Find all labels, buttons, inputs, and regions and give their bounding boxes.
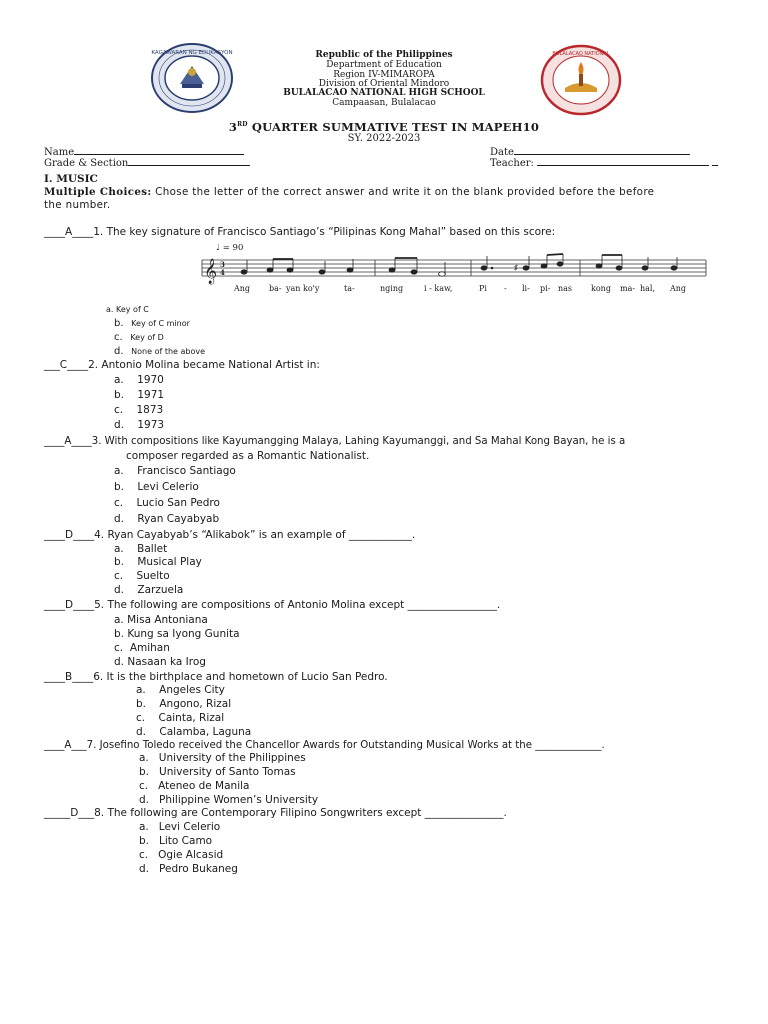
lyric-syllable: yan ko'y: [286, 284, 320, 293]
option-5c: c. Amihan: [114, 642, 170, 654]
question-1: ____A____1. The key signature of Francisco Santiago’s “Pilipinas Kong Mahal” based on this score:: [44, 226, 556, 238]
option-2a: a. 1970: [114, 374, 164, 386]
school-address: Campaasan, Bulalacao: [332, 98, 436, 108]
option-1a: a. Key of C: [106, 305, 149, 314]
option-2d: d. 1973: [114, 419, 165, 431]
option-7c: c. Ateneo de Manila: [139, 780, 250, 792]
option-7d: d. Philippine Women’s University: [139, 794, 319, 806]
school-name: BULALACAO NATIONAL HIGH SCHOOL: [283, 88, 485, 98]
svg-text:KAGAWARAN NG EDUKASYON: KAGAWARAN NG EDUKASYON: [151, 50, 233, 56]
svg-text:4: 4: [220, 268, 225, 277]
teacher-field[interactable]: Teacher:: [490, 155, 718, 169]
region-text: Region IV-MIMAROPA: [333, 70, 435, 80]
svg-text:𝄞: 𝄞: [204, 259, 218, 284]
option-4a: a. Ballet: [114, 543, 168, 555]
test-title: 3RD QUARTER SUMMATIVE TEST IN MAPEH10: [228, 120, 540, 134]
svg-text:3: 3: [220, 260, 225, 269]
option-1d: d. None of the above: [114, 346, 206, 357]
option-1b: b. Key of C minor: [114, 318, 190, 329]
question-2: ___C____2. Antonio Molina became National Artist in:: [44, 359, 320, 371]
lyric-syllable: ma-: [620, 284, 636, 293]
option-3a: a. Francisco Santiago: [114, 465, 236, 477]
option-3c: c. Lucio San Pedro: [114, 497, 220, 509]
option-4c: c. Suelto: [114, 570, 170, 582]
lyric-syllable: Ang: [670, 284, 687, 293]
question-4: ____D____4. Ryan Cayabyab’s “Alikabok” is an example of ____________.: [44, 529, 416, 541]
name-field[interactable]: Name: [44, 144, 244, 158]
lyric-syllable: ba-: [269, 284, 282, 293]
lyric-syllable: i - kaw,: [424, 284, 453, 293]
instructions: Multiple Choices: Chose the letter of the correct answer and write it on the blank provided before the before the number.: [44, 186, 655, 211]
answer-blank-1[interactable]: A: [65, 226, 73, 238]
svg-text:BULALACAO NATIONAL: BULALACAO NATIONAL: [552, 51, 610, 57]
option-5b: b. Kung sa Iyong Gunita: [114, 628, 240, 640]
option-7a: a. University of the Philippines: [139, 752, 306, 764]
question-5: ____D____5. The following are compositions of Antonio Molina except _________________.: [44, 599, 501, 611]
option-1c: c. Key of D: [114, 332, 164, 343]
option-6a: a. Angeles City: [136, 684, 225, 696]
lyric-syllable: Pi: [479, 284, 487, 293]
svg-text:♯: ♯: [514, 263, 518, 272]
lyric-syllable: Ang: [234, 284, 251, 293]
option-6b: b. Angono, Rizal: [136, 698, 232, 710]
option-2b: b. 1971: [114, 389, 165, 401]
tempo-marking: ♩ = 90: [216, 243, 244, 253]
option-8d: d. Pedro Bukaneg: [139, 863, 238, 875]
lyric-syllable: -: [504, 284, 507, 293]
option-2c: c. 1873: [114, 404, 164, 416]
division-text: Division of Oriental Mindoro: [318, 79, 450, 89]
option-4b: b. Musical Play: [114, 556, 202, 568]
lyric-syllable: hal,: [640, 284, 656, 293]
option-6c: c. Cainta, Rizal: [136, 712, 225, 724]
lyric-syllable: nas: [558, 284, 573, 293]
question-7: ____A___7. Josefino Toledo received the Chancellor Awards for Outstanding Musical Works at the _____________.: [44, 740, 605, 751]
lyric-syllable: pi-: [540, 284, 551, 293]
school-year: SY. 2022-2023: [347, 133, 421, 144]
option-7b: b. University of Santo Tomas: [139, 766, 296, 778]
republic-text: Republic of the Philippines: [315, 50, 453, 60]
option-8c: c. Ogie Alcasid: [139, 849, 224, 861]
lyric-syllable: li-: [522, 284, 530, 293]
option-3d: d. Ryan Cayabyab: [114, 513, 220, 525]
option-8b: b. Lito Camo: [139, 835, 213, 847]
lyric-syllable: nging: [380, 284, 404, 293]
question-3-cont: composer regarded as a Romantic Nationalist.: [126, 450, 370, 462]
option-3b: b. Levi Celerio: [114, 481, 199, 493]
date-field[interactable]: Date: [490, 144, 690, 158]
department-text: Department of Education: [326, 60, 442, 70]
option-5d: d. Nasaan ka Irog: [114, 656, 206, 668]
option-4d: d. Zarzuela: [114, 584, 184, 596]
question-3: ____A____3. With compositions like Kayumangging Malaya, Lahing Kayumanggi, and Sa Mahal Kong Bayan, he is a: [44, 436, 626, 447]
question-8: _____D___8. The following are Contemporary Filipino Songwriters except _______________.: [44, 807, 507, 819]
option-6d: d. Calamba, Laguna: [136, 726, 252, 738]
option-8a: a. Levi Celerio: [139, 821, 221, 833]
option-5a: a. Misa Antoniana: [114, 614, 208, 626]
question-6: ____B____6. It is the birthplace and hometown of Lucio San Pedro.: [44, 671, 388, 683]
grade-section-field[interactable]: Grade & Section: [44, 155, 250, 169]
lyric-syllable: kong: [591, 284, 611, 293]
section-heading: I. MUSIC: [44, 173, 98, 185]
lyric-syllable: ta-: [344, 284, 355, 293]
